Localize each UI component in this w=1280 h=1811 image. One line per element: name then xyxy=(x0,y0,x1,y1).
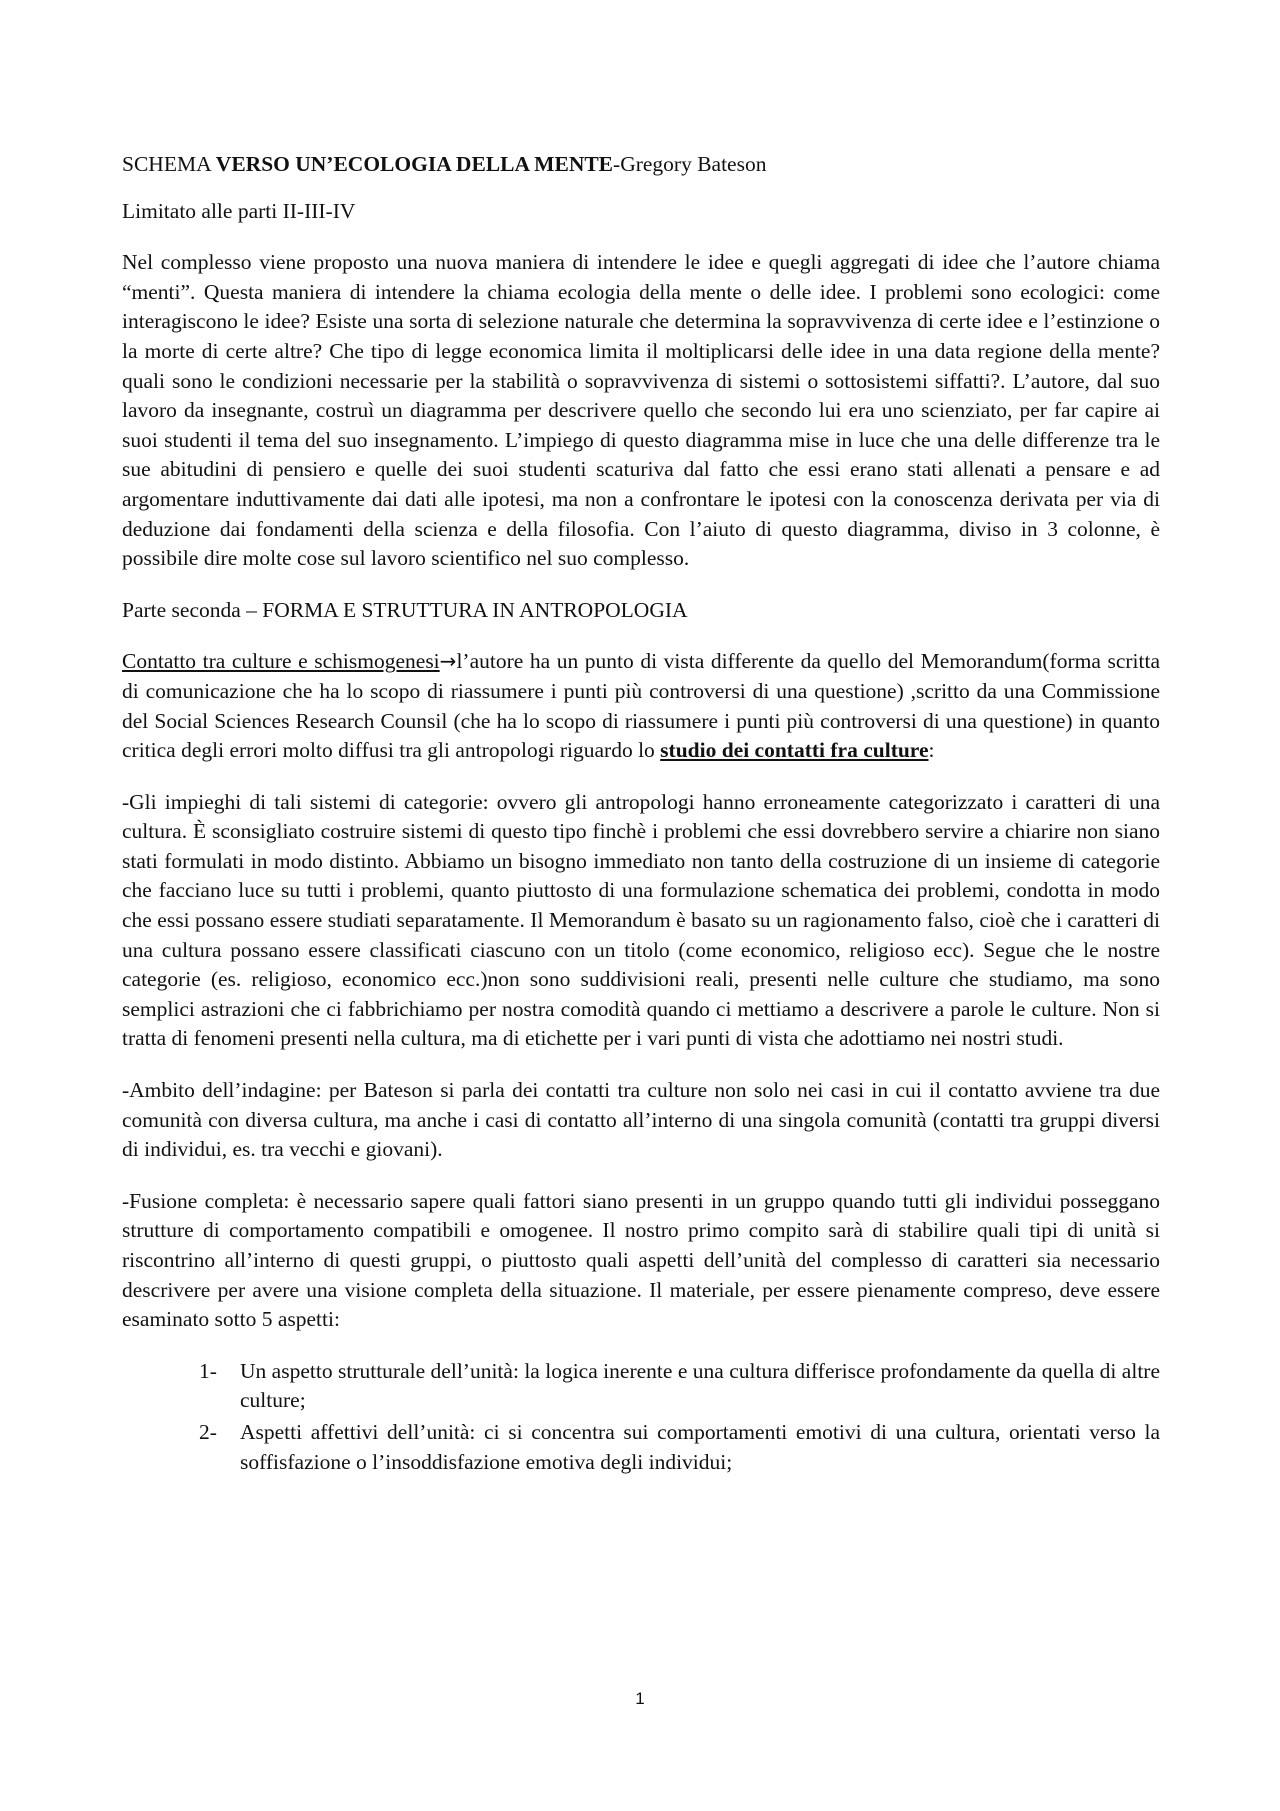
title-author: -Gregory Bateson xyxy=(613,152,767,176)
aspects-list xyxy=(122,1357,1160,1477)
list-item-text: Un aspetto strutturale dell’unità: la logica inerente e una cultura differisce profondamente da quella di altre culture; xyxy=(240,1358,1160,1413)
paragraph-ambito: -Ambito dell’indagine: per Bateson si parla dei contatti tra culture non solo nei casi in cui il contatto avviene tra due comunità con diversa cultura, ma anche i casi di contatto all’interno di una singola comunità (contatti tra gruppi diversi di individui, es. tra vecchi e giovani). xyxy=(122,1078,1160,1162)
part-heading: Parte seconda – FORMA E STRUTTURA IN ANTROPOLOGIA xyxy=(122,597,688,622)
contatto-end: : xyxy=(928,738,935,763)
contatto-paragraph xyxy=(122,647,1160,765)
document-subtitle: Limitato alle parti II-III-IV xyxy=(122,198,356,223)
title-prefix: SCHEMA xyxy=(122,152,216,176)
contatto-emphasis: studio dei contatti fra culture xyxy=(660,738,929,763)
list-item xyxy=(122,1357,1160,1416)
paragraph-categorie: -Gli impieghi di tali sistemi di categorie: ovvero gli antropologi hanno erroneamente categorizzato i caratteri di una cultura. È sconsigliato costruire sistemi di questo tipo finchè i problemi che essi dovrebbero servire a chiarire non siano stati formulati in modo distinto. Abbiamo un bisogno immediato non tanto della costruzione di un insieme di categorie che facciano luce su tutti i problemi, quanto piuttosto di una formulazione schematica dei problemi, condotta in modo che essi possano essere studiati separatamente. Il Memorandum è basato su un ragionamento falso, cioè che i caratteri di una cultura possano essere classificati ciascuno con un titolo (come economico, religioso ecc). Segue che le nostre categorie (es. religioso, economico ecc.)non sono suddivisioni reali, presenti nelle culture che studiamo, ma sono semplici astrazioni che ci fabbrichiamo per nostra comodità quando ci mettiamo a descrivere a parole le culture. Non si tratta di fenomeni presenti nella cultura, ma di etichette per i vari punti di vista che adottiamo nei nostri studi. xyxy=(122,789,1160,1051)
paragraph-fusione: -Fusione completa: è necessario sapere quali fattori siano presenti in un gruppo quando tutti gli individui posseggano strutture di comportamento compatibili e omogenee. Il nostro primo compito sarà di stabilire quali tipi di unità si riscontrino all’interno di questi gruppi, o piuttosto quali aspetti dell’unità del complesso di caratteri sia necessario descrivere per avere una visione completa della situazione. Il materiale, per essere pienamente compreso, deve essere esaminato sotto 5 aspetti: xyxy=(122,1188,1160,1332)
title-bold: VERSO UN’ECOLOGIA DELLA MENTE xyxy=(215,152,614,176)
list-item-number: 2- xyxy=(199,1419,217,1444)
document-title xyxy=(122,150,1160,180)
list-item xyxy=(122,1418,1160,1477)
list-item-number: 1- xyxy=(199,1358,217,1383)
list-item-text: Aspetti affettivi dell’unità: ci si concentra sui comportamenti emotivi di una cultura, orientati verso la soffisfazione o l’insoddisfazione emotiva degli individui; xyxy=(240,1419,1160,1474)
page-number: 1 xyxy=(635,1689,645,1708)
contatto-text: l’autore ha un punto di vista differente da quello del Memorandum(forma scritta di comunicazione che ha lo scopo di riassumere i punti più controversi di una questione) ,scritto da una Commissione del Social Sciences Research Counsil (che ha lo scopo di riassumere i punti più controversi di una questione) in quanto critica degli errori molto diffusi tra gli antropologi riguardo lo xyxy=(122,649,1160,763)
document-page xyxy=(122,150,1160,1479)
contatto-heading: Contatto tra culture e schismogenesi xyxy=(122,649,440,674)
intro-paragraph: Nel complesso viene proposto una nuova maniera di intendere le idee e quegli aggregati di idee che l’autore chiama “menti”. Questa maniera di intendere la chiama ecologia della mente o delle idee. I problemi sono ecologici: come interagiscono le idee? Esiste una sorta di selezione naturale che determina la sopravvivenza di certe idee e l’estinzione o la morte di certe altre? Che tipo di legge economica limita il moltiplicarsi delle idee in una data regione della mente? quali sono le condizioni necessarie per la stabilità o sopravvivenza di sistemi o sottosistemi siffatti?. L’autore, dal suo lavoro da insegnante, costruì un diagramma per descrivere quello che secondo lui era uno scienziato, per far capire ai suoi studenti il tema del suo insegnamento. L’impiego di questo diagramma mise in luce che una delle differenze tra le sue abitudini di pensiero e quelle dei suoi studenti scaturiva dal fatto che essi erano stati allenati a pensare e ad argomentare induttivamente dai dati alle ipotesi, ma non a confrontare le ipotesi con la conoscenza derivata per via di deduzione dai fondamenti della scienza e della filosofia. Con l’aiuto di questo diagramma, diviso in 3 colonne, è possibile dire molte cose sul lavoro scientifico nel suo complesso. xyxy=(122,250,1160,571)
arrow-icon: → xyxy=(439,649,457,674)
